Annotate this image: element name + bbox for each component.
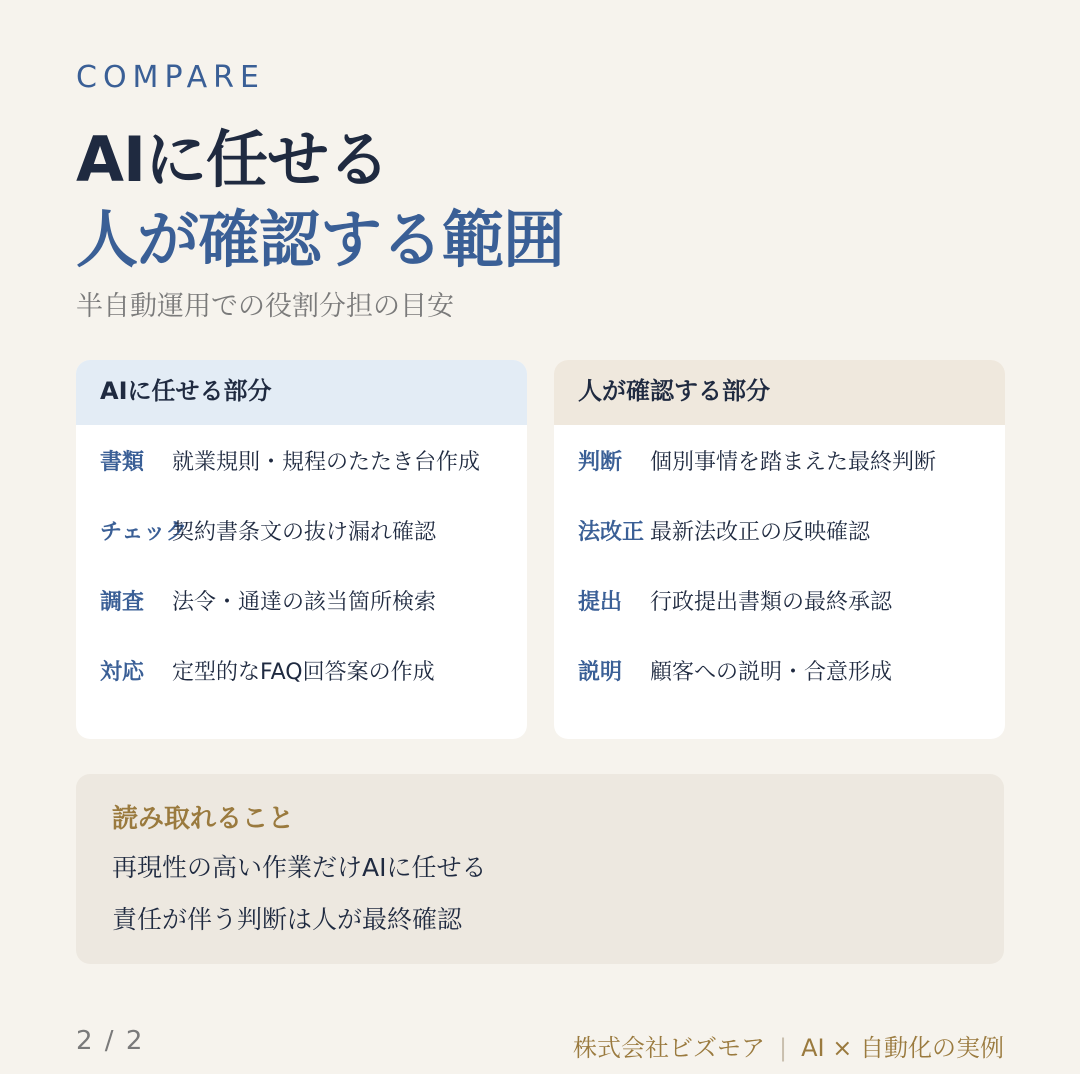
ai-card-heading: AIに任せる部分: [76, 360, 527, 425]
row-text: 法令・通達の該当箇所検索: [172, 590, 437, 615]
row-tag: 対応: [100, 660, 145, 685]
page-number: 2 / 2: [76, 1026, 145, 1056]
human-card-row: [554, 425, 1005, 495]
human-card-row: [554, 565, 1005, 635]
company-name: 株式会社ビズモア: [573, 1034, 766, 1062]
human-card: [554, 360, 1005, 739]
footer-separator: |: [779, 1034, 788, 1062]
row-tag: 調査: [100, 590, 145, 615]
ai-card-row: [76, 425, 527, 495]
page-title-line1: AIに任せる: [76, 123, 390, 196]
footer-credit: [573, 1028, 1004, 1063]
page-subtitle: 半自動運用での役割分担の目安: [76, 291, 454, 322]
row-text: 定型的なFAQ回答案の作成: [172, 660, 435, 685]
row-tag: 判断: [578, 450, 623, 475]
ai-card-row: [76, 565, 527, 635]
row-tag: 法改正: [578, 520, 645, 545]
row-text: 顧客への説明・合意形成: [650, 660, 893, 685]
row-text: 就業規則・規程のたたき台作成: [172, 450, 481, 475]
row-text: 最新法改正の反映確認: [650, 520, 871, 545]
ai-card-row: [76, 635, 527, 705]
human-card-heading: 人が確認する部分: [554, 360, 1005, 425]
row-text: 行政提出書類の最終承認: [650, 590, 893, 615]
page-title-line2: 人が確認する範囲: [76, 203, 565, 276]
eyebrow-label: COMPARE: [76, 60, 265, 95]
human-card-row: [554, 635, 1005, 705]
ai-card: [76, 360, 527, 739]
ai-card-row: [76, 495, 527, 565]
human-card-row: [554, 495, 1005, 565]
row-tag: 書類: [100, 450, 145, 475]
takeaway-line: 責任が伴う判断は人が最終確認: [112, 905, 463, 934]
series-name: AI × 自動化の実例: [801, 1034, 1004, 1062]
row-text: 個別事情を踏まえた最終判断: [650, 450, 937, 475]
row-tag: チェック: [100, 520, 188, 545]
row-tag: 提出: [578, 590, 623, 615]
takeaway-box: [76, 774, 1004, 964]
row-tag: 説明: [578, 660, 623, 685]
takeaway-heading: 読み取れること: [112, 804, 295, 834]
takeaway-line: 再現性の高い作業だけAIに任せる: [112, 853, 487, 882]
row-text: 契約書条文の抜け漏れ確認: [172, 520, 437, 545]
